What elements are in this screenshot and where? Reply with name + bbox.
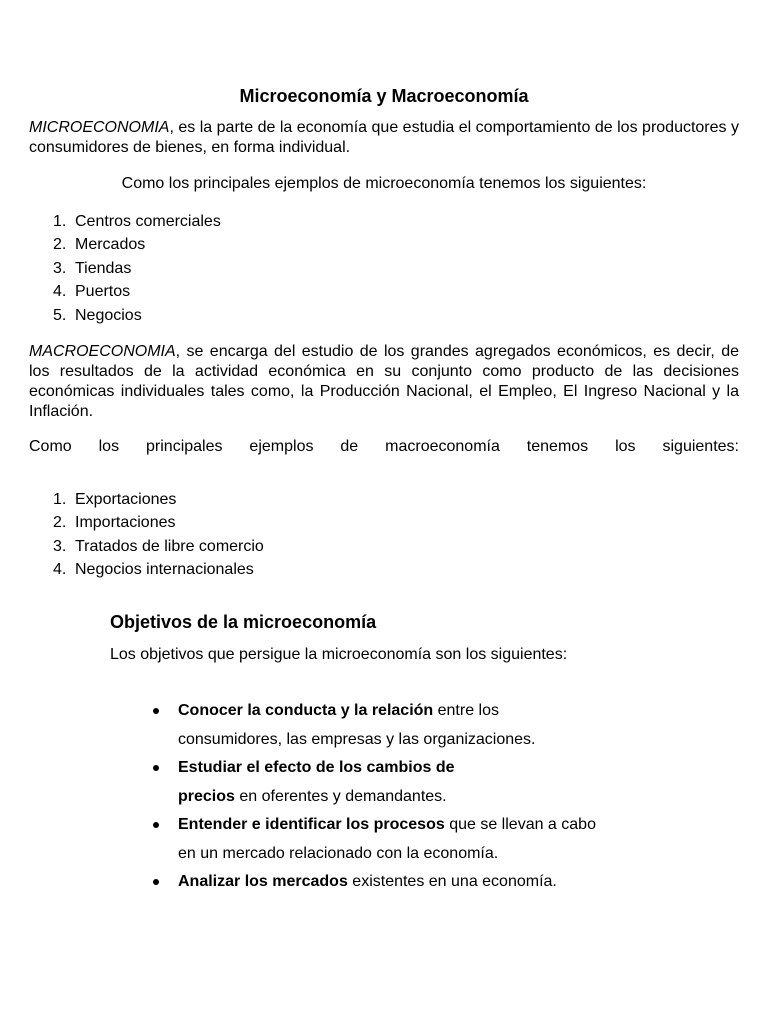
document-title: Microeconomía y Macroeconomía: [239, 86, 529, 106]
micro-examples-intro: Como los principales ejemplos de microeconomía tenemos los siguientes:: [121, 175, 647, 192]
macro-examples-list: [45, 488, 264, 582]
bullet-icon: [153, 822, 159, 828]
macro-definition-text: , se encarga del estudio de los grandes agregados económicos, es decir, de los resultados de la actividad económica en su conjunto como producto de las decisiones económicas individuales tales como, la Producción Nacional, el Empleo, El Ingreso Nacional y la Inflación.: [29, 343, 739, 420]
micro-definition-text: , es la parte de la economía que estudia el comportamiento de los productores y consumidores de bienes, en forma individual.: [29, 119, 739, 156]
macro-examples-intro: Como los principales ejemplos de macroeconomía tenemos los siguientes:: [29, 438, 739, 455]
macro-definition: [29, 342, 739, 422]
list-item: Estudiar el efecto de los cambios de precios en oferentes y demandantes.: [150, 754, 670, 811]
objectives-heading: Objetivos de la microeconomía: [110, 612, 377, 632]
list-item: 4. Puertos: [53, 283, 131, 301]
list-item: 3. Tiendas: [53, 259, 132, 277]
list-item: 3. Tratados de libre comercio: [53, 537, 264, 555]
list-item: Conocer la conducta y la relación entre los consumidores, las empresas y las organizaciones.: [150, 697, 670, 754]
list-item: 2. Mercados: [53, 236, 146, 254]
bullet-icon: [153, 879, 159, 885]
micro-examples-list: [45, 210, 221, 327]
list-item: 1. Exportaciones: [53, 491, 177, 508]
list-item: 2. Importaciones: [53, 514, 176, 532]
list-item: Entender e identificar los procesos que se llevan a cabo en un mercado relacionado con la economía.: [150, 811, 670, 868]
micro-definition: [29, 118, 739, 158]
bullet-icon: [153, 765, 159, 771]
bullet-icon: [153, 708, 159, 714]
micro-term: MICROECONOMIA: [29, 119, 170, 136]
list-item: Analizar los mercados existentes en una economía.: [150, 868, 670, 897]
macro-term: MACROECONOMIA: [29, 343, 176, 360]
objectives-intro: Los objetivos que persigue la microeconomía son los siguientes:: [110, 646, 568, 663]
list-item: 4. Negocios internacionales: [53, 561, 254, 579]
list-item: 5. Negocios: [53, 306, 142, 324]
objectives-list: [150, 697, 670, 897]
list-item: 1. Centros comerciales: [53, 213, 221, 230]
